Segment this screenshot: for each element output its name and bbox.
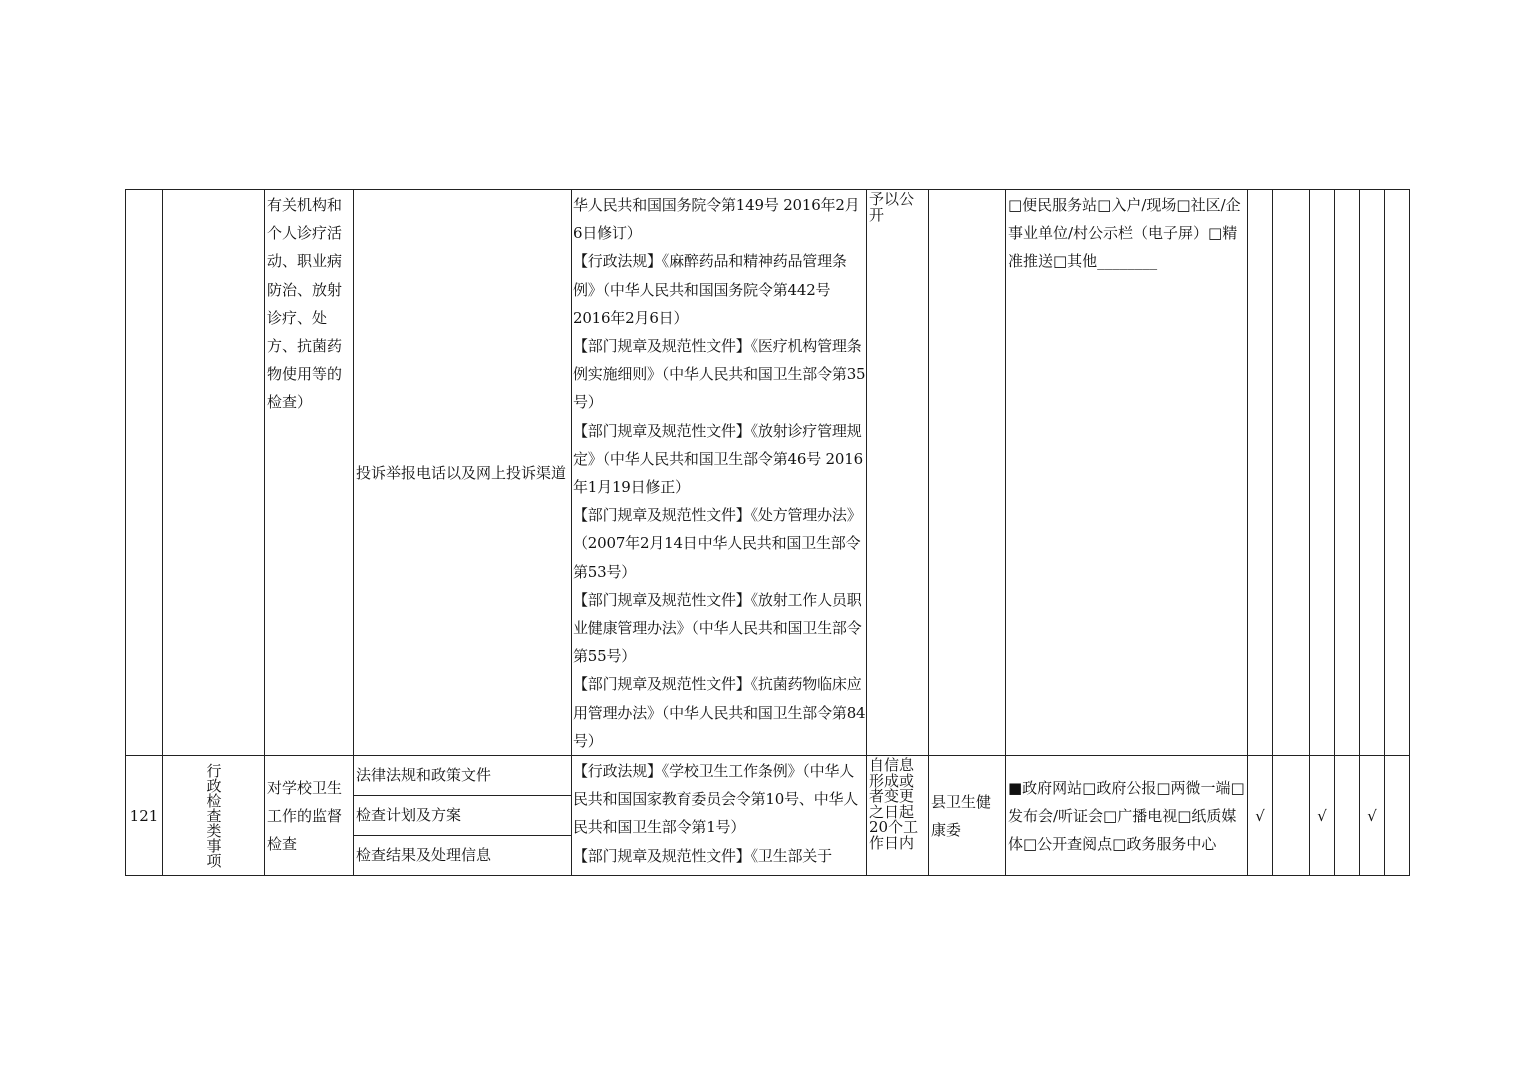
basis-entry: 【行政法规】《麻醉药品和精神药品管理条例》（中华人民共和国国务院令第442号 2016年2月6日） — [573, 252, 847, 327]
content-subrow: 法律法规和政策文件 — [354, 756, 571, 796]
row-number-cell — [126, 190, 163, 756]
basis-entry: 华人民共和国国务院令第149号 2016年2月6日修订） — [573, 196, 860, 243]
channels-text: ■政府网站□政府公报□两微一端□发布会/听证会□广播电视□纸质媒体□公开查阅点□政务服务中心 — [1008, 778, 1245, 854]
item-cell — [265, 190, 354, 756]
time-limit-cell — [867, 756, 929, 876]
mark-cell — [1310, 190, 1335, 756]
basis-entry: 【部门规章及规范性文件】《处方管理办法》（2007年2月14日中华人民共和国卫生部令第53号） — [573, 506, 862, 581]
basis-entry: 【部门规章及规范性文件】《抗菌药物临床应用管理办法》（中华人民共和国卫生部令第84号） — [573, 675, 866, 750]
basis-cell — [572, 756, 867, 876]
mark-cell: √ — [1248, 756, 1273, 876]
time-limit-text: 予以公开 — [869, 190, 915, 224]
basis-entry: 【行政法规】《学校卫生工作条例》（中华人民共和国国家教育委员会令第10号、中华人民共和国卫生部令第1号） — [573, 762, 859, 837]
content-subrow: 检查结果及处理信息 — [356, 846, 492, 865]
category-text: 行政检查类事项 — [204, 763, 223, 869]
item-text: 对学校卫生工作的监督检查 — [267, 778, 343, 854]
disclosure-table — [125, 189, 1410, 876]
channels-text: □便民服务站□入户/现场□社区/企事业单位/村公示栏（电子屏）□精准推送□其他________ — [1008, 196, 1241, 271]
channels-cell — [1006, 190, 1248, 756]
mark-cell — [1360, 190, 1385, 756]
time-limit-text: 自信息形成或者变更之日起20个工作日内 — [869, 756, 919, 852]
content-subrow: 检查计划及方案 — [354, 796, 571, 836]
basis-entry: 【部门规章及规范性文件】《卫生部关于 — [573, 846, 832, 865]
time-limit-cell — [867, 190, 929, 756]
mark-cell: √ — [1310, 756, 1335, 876]
basis-entry: 【部门规章及规范性文件】《放射诊疗管理规定》（中华人民共和国卫生部令第46号 2016年1月19日修正） — [573, 421, 863, 497]
subject-cell — [929, 190, 1006, 756]
channels-cell — [1006, 756, 1248, 876]
content-text: 投诉举报电话以及网上投诉渠道 — [356, 463, 567, 482]
subject-text: 县卫生健康委 — [931, 792, 992, 840]
mark-cell — [1335, 756, 1360, 876]
basis-entry: 【部门规章及规范性文件】《放射工作人员职业健康管理办法》（中华人民共和国卫生部令第55号） — [573, 590, 862, 666]
table-row — [126, 756, 1410, 876]
basis-list — [572, 190, 866, 755]
basis-entry: 【部门规章及规范性文件】《医疗机构管理条例实施细则》（中华人民共和国卫生部令第35号） — [573, 337, 866, 412]
row-number-cell: 121 — [126, 756, 163, 876]
mark-cell — [1273, 190, 1310, 756]
table-row — [126, 190, 1410, 756]
mark-cell — [1273, 756, 1310, 876]
category-cell — [163, 756, 265, 876]
item-cell — [265, 756, 354, 876]
basis-cell — [572, 190, 867, 756]
mark-cell — [1335, 190, 1360, 756]
content-cell — [354, 756, 572, 876]
subject-cell — [929, 756, 1006, 876]
mark-cell — [1248, 190, 1273, 756]
mark-cell — [1385, 190, 1410, 756]
mark-cell — [1385, 756, 1410, 876]
content-cell — [354, 190, 572, 756]
basis-list — [572, 756, 866, 870]
mark-cell: √ — [1360, 756, 1385, 876]
item-text: 有关机构和个人诊疗活动、职业病防治、放射诊疗、处方、抗菌药物使用等的检查） — [267, 196, 343, 412]
category-cell — [163, 190, 265, 756]
